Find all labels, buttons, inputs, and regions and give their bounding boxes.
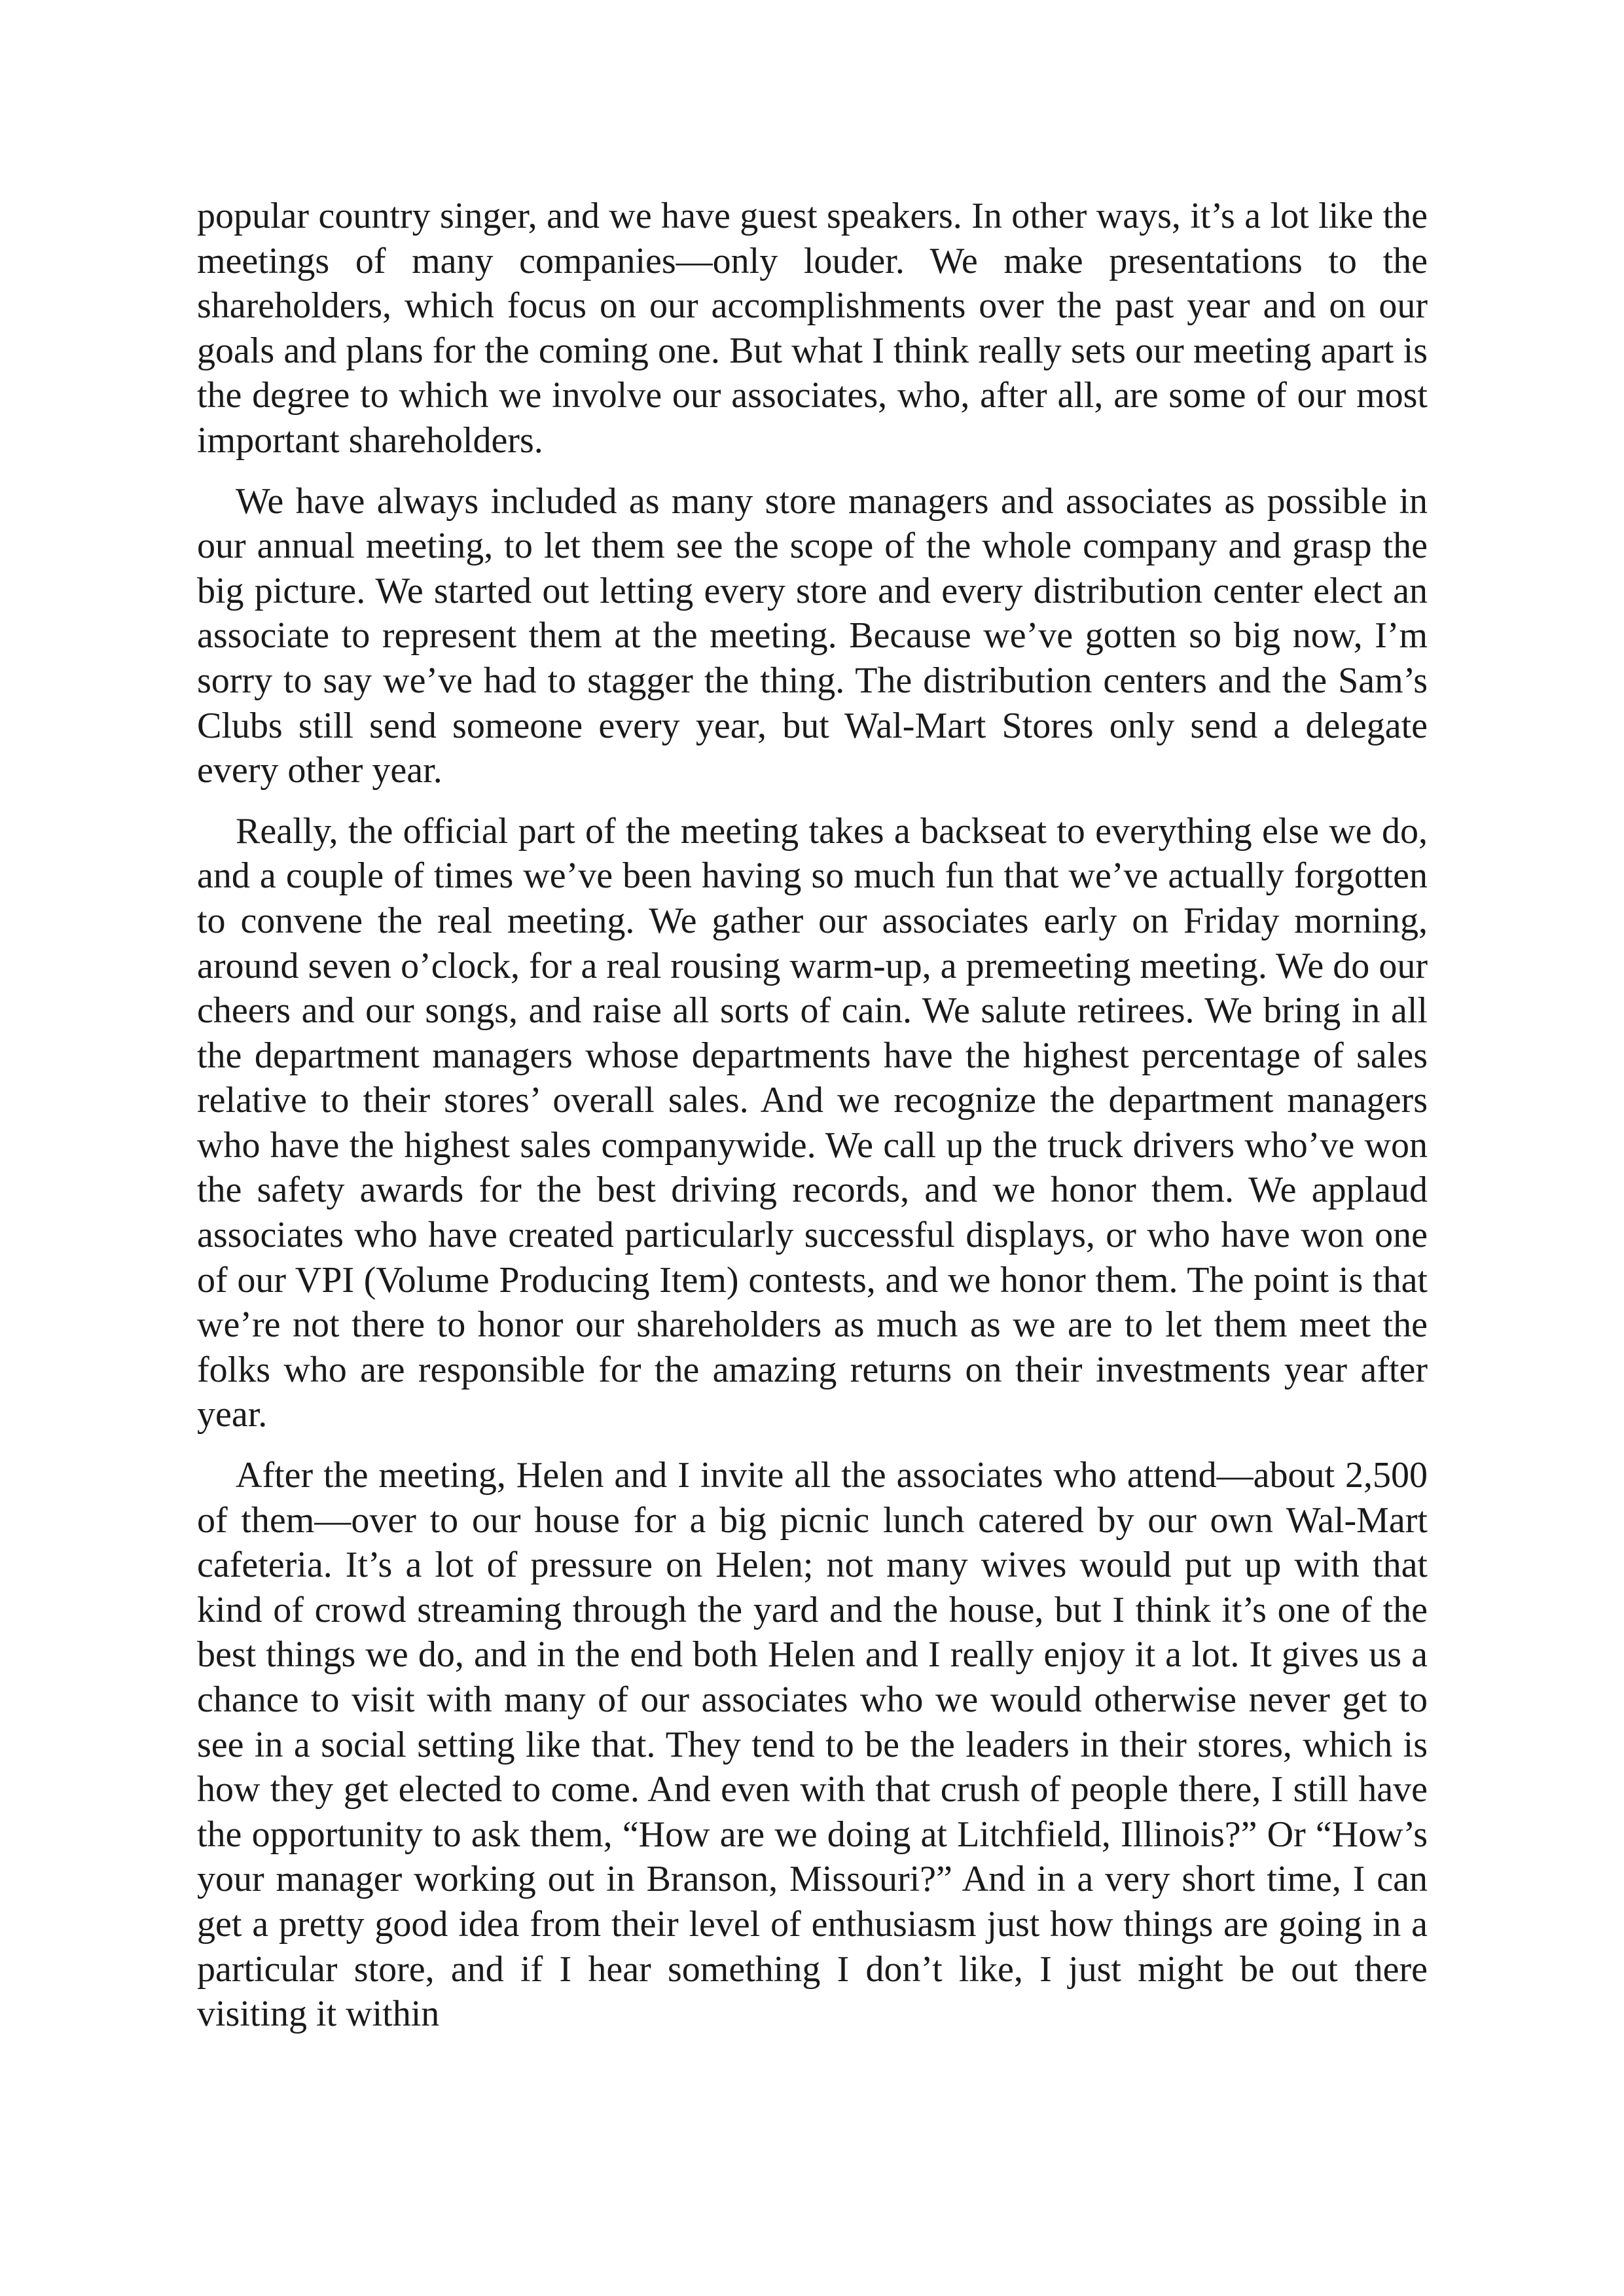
paragraph-3: Really, the official part of the meeting takes a backseat to everything else we do, and a couple of times we’ve been having so much fun that we’ve actually forgotten to convene the real meeting. We gather our associates early on Friday morning, around seven o’clock, for a real rousing warm-up, a premeeting meeting. We do our cheers and our songs, and raise all sorts of cain. We salute retirees. We bring in all the department managers whose departments have the highest percentage of sales relative to their stores’ overall sales. And we recognize the department managers who have the highest sales companywide. We call up the truck drivers who’ve won the safety awards for the best driving records, and we honor them. We applaud associates who have created particularly successful displays, or who have won one of our VPI (Volume Producing Item) contests, and we honor them. The point is that we’re not there to honor our shareholders as much as we are to let them meet the folks who are responsible for the amazing returns on their investments year after year. — [197, 810, 1428, 1435]
paragraph-4: After the meeting, Helen and I invite all the associates who attend—about 2,500 of them—over to our house for a big picnic lunch catered by our own Wal-Mart cafeteria. It’s a lot of pressure on Helen; not many wives would put up with that kind of crowd streaming through the yard and the house, but I think it’s one of the best things we do, and in the end both Helen and I really enjoy it a lot. It gives us a chance to visit with many of our associates who we would otherwise never get to see in a social setting like that. They tend to be the leaders in their stores, which is how they get elected to come. And even with that crush of people there, I still have the opportunity to ask them, “How are we doing at Litchfield, Illinois?” Or “How’s your manager working out in Branson, Missouri?” And in a very short time, I can get a pretty good idea from their level of enthusiasm just how things are going in a particular store, and if I hear something I don’t like, I just might be out there visiting it within — [197, 1455, 1428, 2035]
paragraph-1: popular country singer, and we have guest speakers. In other ways, it’s a lot like the meetings of many companies—only louder. We make presentations to the shareholders, which focus on our accomplishments over the past year and on our goals and plans for the coming one. But what I think really sets our meeting apart is the degree to which we involve our associates, who, after all, are some of our most important shareholders. — [197, 196, 1428, 461]
paragraph-2: We have always included as many store managers and associates as possible in our annual meeting, to let them see the scope of the whole company and grasp the big picture. We started out letting every store and every distribution center elect an associate to represent them at the meeting. Because we’ve gotten so big now, I’m sorry to say we’ve had to stagger the thing. The distribution centers and the Sam’s Clubs still send someone every year, but Wal-Mart Stores only send a delegate every other year. — [197, 480, 1428, 791]
book-page — [197, 194, 1428, 2053]
